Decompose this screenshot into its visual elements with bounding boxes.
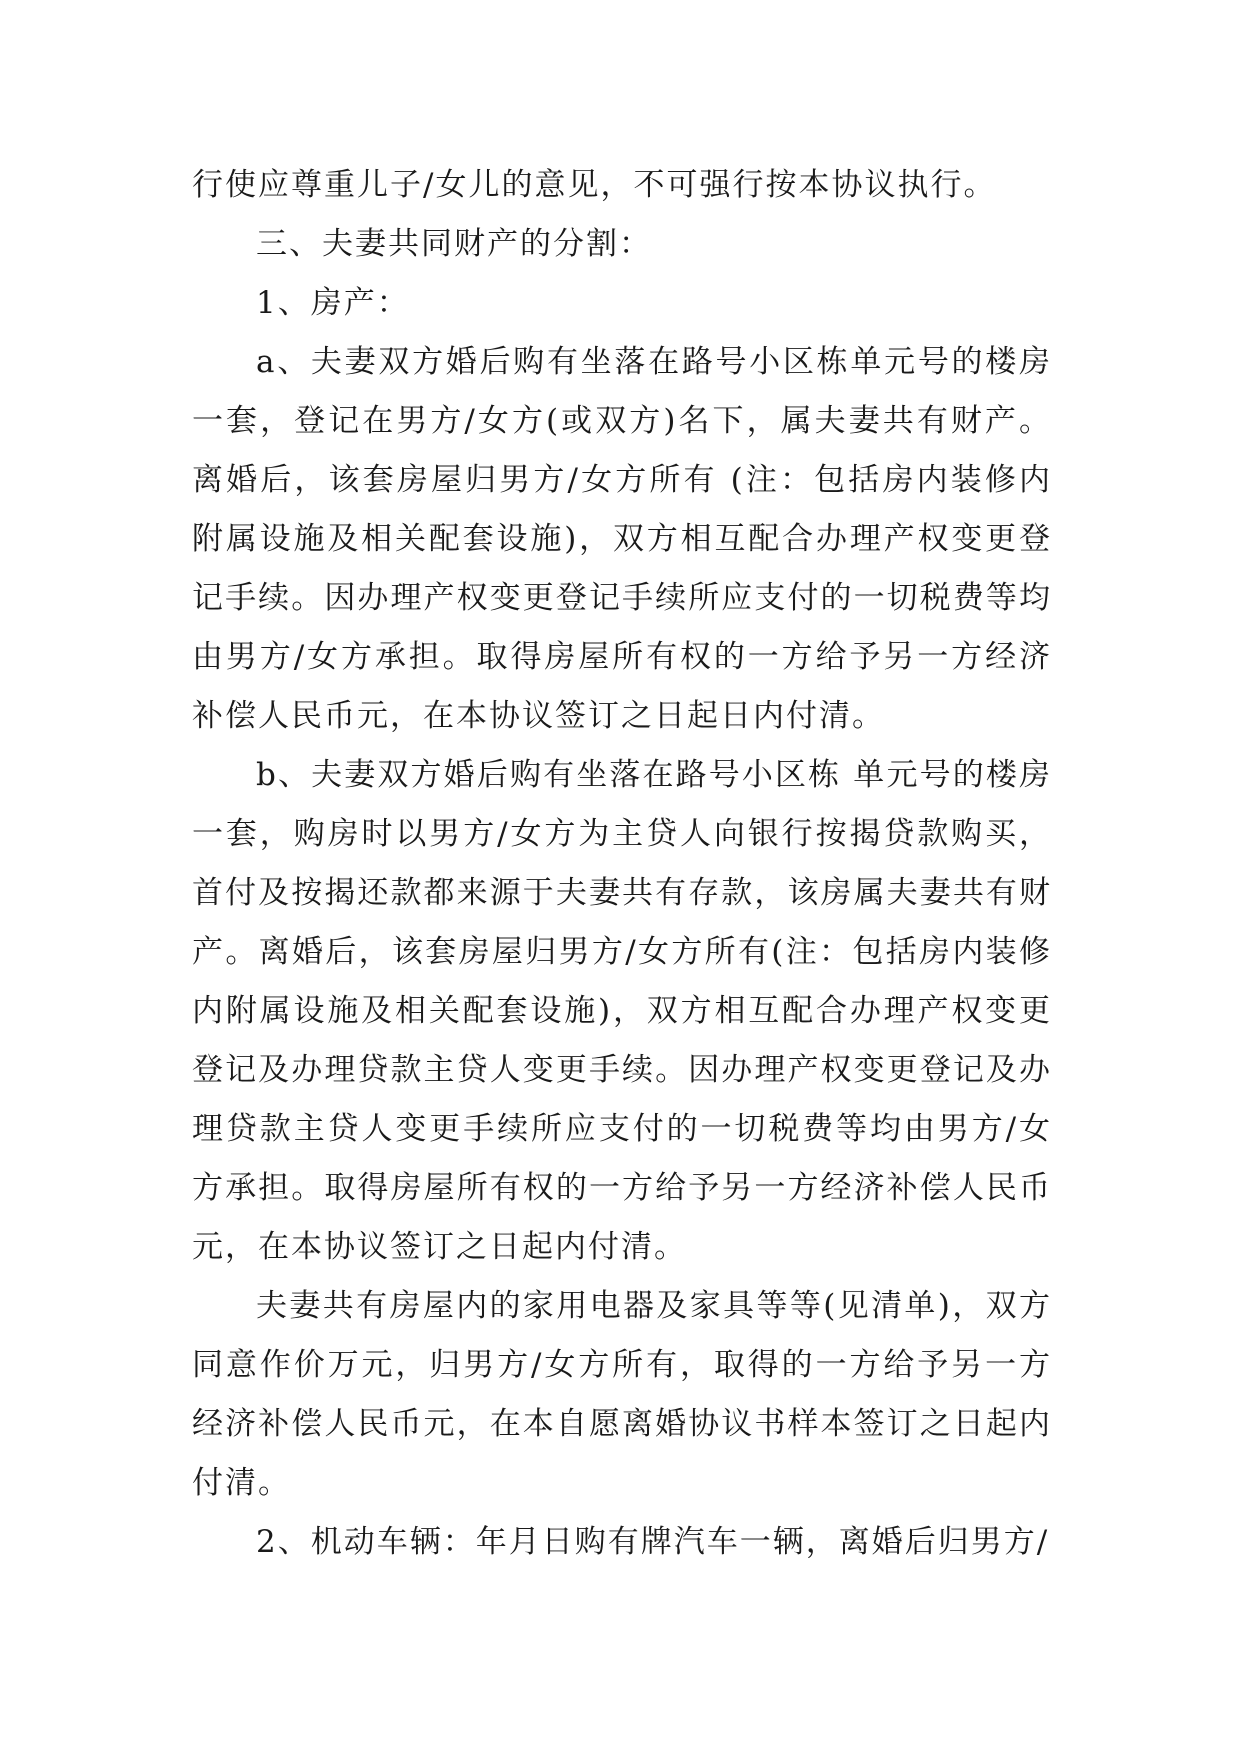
subsection-heading-vehicles: 2、机动车辆：年月日购有牌汽车一辆，离婚后归男方/ <box>256 1524 1050 1560</box>
document-body <box>192 156 1052 1572</box>
section-heading-property-division: 三、夫妻共同财产的分割： <box>256 226 652 262</box>
paragraph-continuation: 行使应尊重儿子/女儿的意见，不可强行按本协议执行。 <box>192 167 997 203</box>
clause-appliances-furniture: 夫妻共有房屋内的家用电器及家具等等(见清单)，双方同意作价万元，归男方/女方所有，取得的一方给予另一方经济补偿人民币元，在本自愿离婚协议书样本签订之日起内付清。 <box>192 1288 1052 1501</box>
clause-b-mortgaged-house: b、夫妻双方婚后购有坐落在路号小区栋 单元号的楼房一套，购房时以男方/女方为主贷人向银行按揭贷款购买，首付及按揭还款都来源于夫妻共有存款，该房属夫妻共有财产。离婚后，该套房屋归男方/女方所有(注：包括房内装修内附属设施及相关配套设施)，双方相互配合办理产权变更登记及办理贷款主贷人变更手续。因办理产权变更登记及办理贷款主贷人变更手续所应支付的一切税费等均由男方/女方承担。取得房屋所有权的一方给予另一方经济补偿人民币元，在本协议签订之日起内付清。 <box>192 757 1052 1265</box>
clause-a-house: a、夫妻双方婚后购有坐落在路号小区栋单元号的楼房一套，登记在男方/女方(或双方)名下，属夫妻共有财产。离婚后，该套房屋归男方/女方所有 (注：包括房内装修内附属设施及相关配套设施)，双方相互配合办理产权变更登记手续。因办理产权变更登记手续所应支付的一切税费等均由男方/女方承担。取得房屋所有权的一方给予另一方经济补偿人民币元，在本协议签订之日起日内付清。 <box>192 344 1052 734</box>
subsection-heading-real-estate: 1、房产： <box>256 285 410 321</box>
